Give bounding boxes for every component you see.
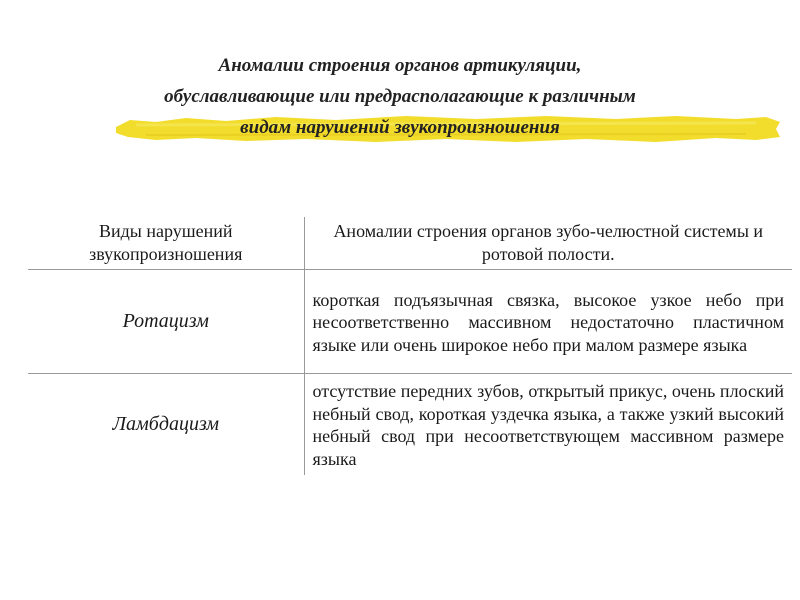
table-row: [28, 270, 792, 374]
anomaly-description: короткая подъязычная связка, высокое узкое небо при несоответственно массивном недостаточно пластичном языке или очень широкое небо при малом размере языка: [304, 270, 792, 374]
anomaly-description: отсутствие передних зубов, открытый прикус, очень плоский небный свод, короткая уздечка языка, а также узкий высокий небный свод при несоответствующем массивном размере языка: [312, 381, 784, 469]
header-disorder-types: Виды нарушений звукопроизношения: [28, 217, 304, 270]
title-line-3: видам нарушений звукопроизношения: [240, 117, 560, 138]
table-header-row: [28, 217, 792, 270]
header-anomalies: Аномалии строения органов зубо-челюстной системы и ротовой полости.: [304, 217, 792, 270]
disorder-name: Ротацизм: [28, 270, 304, 374]
anomalies-table: [28, 217, 792, 475]
title-line-1: Аномалии строения органов артикуляции,: [218, 55, 582, 76]
title-line-2: обуславливающие или предрасполагающие к различным: [164, 86, 636, 107]
slide-title: [40, 50, 760, 143]
disorder-name: Ламбдацизм: [28, 374, 304, 475]
table-row: [28, 374, 792, 475]
